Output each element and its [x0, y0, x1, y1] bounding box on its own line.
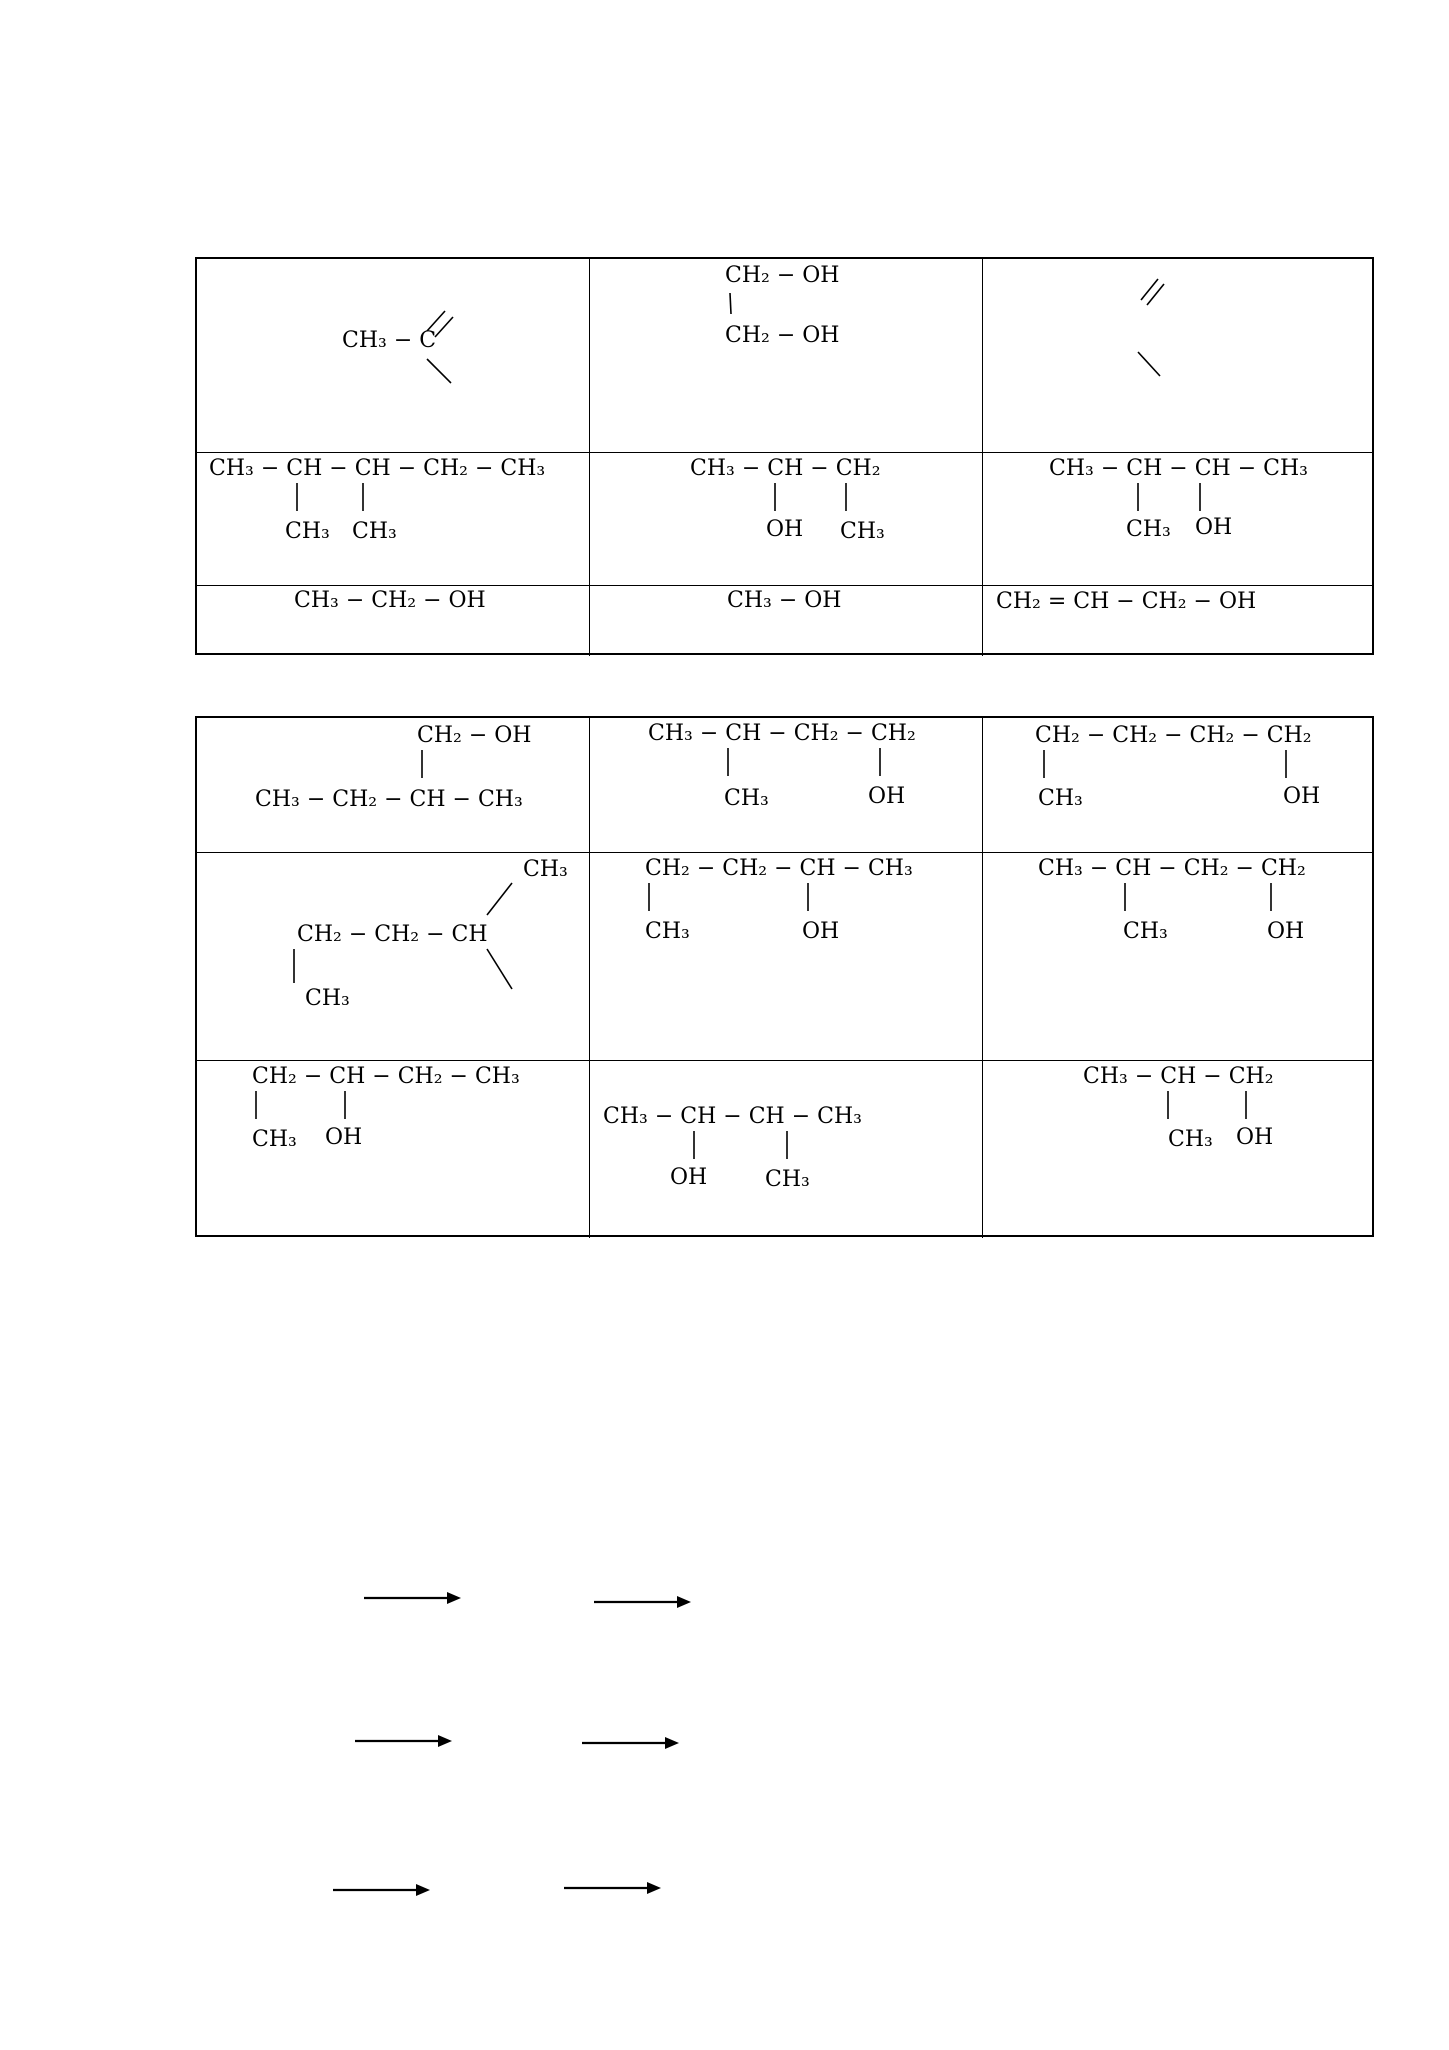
arrow-icon — [333, 1884, 430, 1896]
substituent: CH₃ — [765, 1167, 810, 1192]
arrow-icon — [594, 1596, 691, 1608]
substituent: CH₃ — [252, 1127, 297, 1152]
substituent: CH₃ — [840, 519, 885, 544]
substituent: CH₃ — [305, 986, 350, 1011]
substituent: OH — [1236, 1125, 1274, 1150]
substituent: CH₃ — [1038, 786, 1083, 811]
substituent: CH₃ — [1126, 517, 1171, 542]
formula-main-chain: CH₂ = CH − CH₂ − OH — [996, 589, 1257, 614]
formula-main-chain: CH₃ − CH₂ − CH − CH₃ — [255, 787, 523, 812]
formula-main-chain: CH₃ − OH — [727, 588, 842, 613]
formula-main-chain: CH₃ − CH − CH − CH₃ — [603, 1104, 862, 1129]
substituent: OH — [868, 784, 906, 809]
arrow-icon — [564, 1882, 661, 1894]
formula-main-chain: CH₃ − CH − CH₂ — [690, 456, 881, 481]
formula-main-chain: CH₂ − CH₂ − CH₂ − CH₂ — [1035, 723, 1312, 748]
substituent: OH — [766, 517, 804, 542]
substituent: OH — [1267, 919, 1305, 944]
substituent: CH₃ — [285, 519, 330, 544]
formula-main-chain: CH₃ − C — [342, 328, 437, 353]
substituent: OH — [1195, 515, 1233, 540]
formula-main-chain: CH₃ − CH − CH₂ − CH₂ — [1038, 856, 1306, 881]
substituent: CH₃ — [1123, 919, 1168, 944]
formula-main-chain: CH₂ − CH₂ − CH — [297, 922, 488, 947]
arrow-icon — [582, 1737, 679, 1749]
formula-main-chain: CH₂ − CH₂ − CH − CH₃ — [645, 856, 913, 881]
substituent: OH — [802, 919, 840, 944]
formula-main-chain: CH₂ − OH — [417, 723, 532, 748]
formula-main-chain: CH₃ − CH − CH − CH₃ — [1049, 456, 1308, 481]
formula-main-chain: CH₂ − OH — [725, 263, 840, 288]
substituent: CH₃ — [523, 857, 568, 882]
substituent: CH₃ — [1168, 1127, 1213, 1152]
substituent: OH — [1283, 784, 1321, 809]
arrow-icon — [355, 1735, 452, 1747]
substituent: OH — [325, 1125, 363, 1150]
formula-main-chain: CH₃ − CH₂ − OH — [294, 588, 486, 613]
formula-main-chain: CH₃ − CH − CH₂ − CH₂ — [648, 721, 916, 746]
formula-main-chain: CH₂ − OH — [725, 323, 840, 348]
formula-main-chain: CH₂ − CH − CH₂ − CH₃ — [252, 1064, 520, 1089]
substituent: CH₃ — [352, 519, 397, 544]
substituent: OH — [670, 1165, 708, 1190]
arrow-icon — [364, 1592, 461, 1604]
substituent: CH₃ — [724, 786, 769, 811]
formula-main-chain: CH₃ − CH − CH₂ — [1083, 1064, 1274, 1089]
substituent: CH₃ — [645, 919, 690, 944]
formula-main-chain: CH₃ − CH − CH − CH₂ − CH₃ — [209, 456, 546, 481]
